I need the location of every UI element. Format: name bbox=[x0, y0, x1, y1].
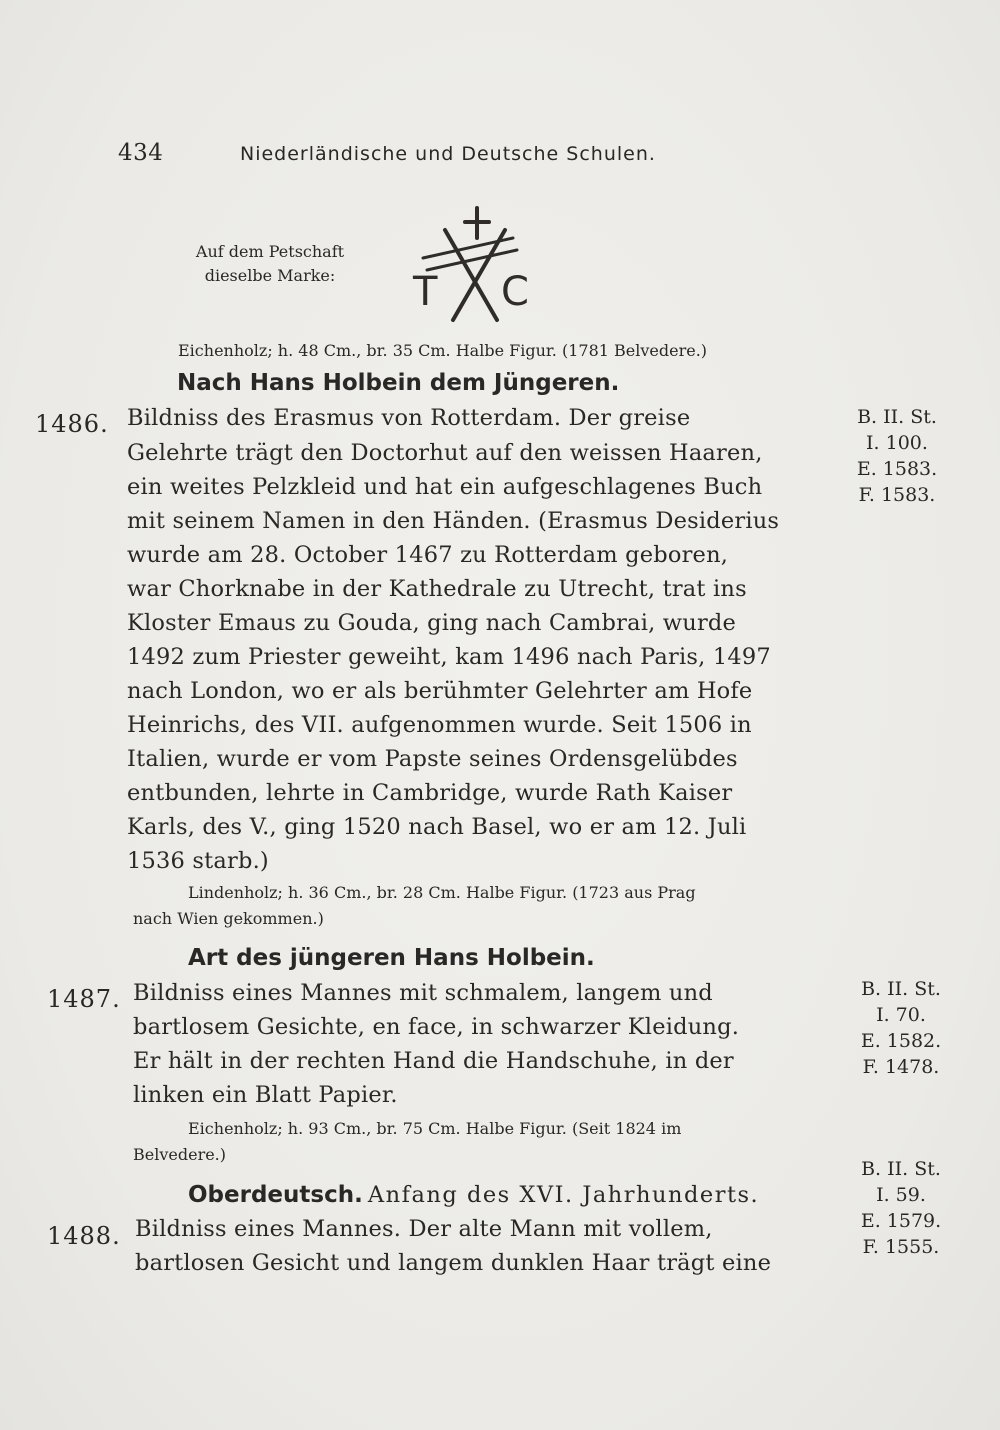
entry-1486-line-10: Heinrichs, des VII. aufgenommen wurde. Seit 1506 in bbox=[127, 712, 752, 738]
ref-f: F. 1478. bbox=[862, 1056, 940, 1078]
ref-e: E. 1582. bbox=[860, 1030, 942, 1052]
section-heading-3-main: Oberdeutsch. bbox=[188, 1182, 363, 1208]
running-head-title: Niederländische und Deutsche Schulen. bbox=[240, 143, 656, 165]
entry-1487-line-4: linken ein Blatt Papier. bbox=[133, 1082, 398, 1108]
catalogue-refs-1486 bbox=[842, 404, 952, 508]
material-note-1486-line-1: Lindenholz; h. 36 Cm., br. 28 Cm. Halbe Figur. (1723 aus Prag bbox=[188, 883, 696, 902]
entry-number-1487: 1487. bbox=[47, 985, 121, 1013]
material-note-1486-line-2: nach Wien gekommen.) bbox=[133, 909, 324, 928]
entry-1486-line-4: mit seinem Namen in den Händen. (Erasmus Desiderius bbox=[127, 508, 780, 534]
entry-1486-line-7: Kloster Emaus zu Gouda, ging nach Cambrai, wurde bbox=[127, 610, 737, 636]
ref-b: B. II. St. bbox=[857, 406, 937, 428]
page-number: 434 bbox=[118, 140, 164, 166]
mark-letter-t: T bbox=[413, 269, 438, 315]
material-note-1487-line-1: Eichenholz; h. 93 Cm., br. 75 Cm. Halbe Figur. (Seit 1824 im bbox=[188, 1119, 682, 1138]
entry-1486-line-14: 1536 starb.) bbox=[127, 848, 269, 874]
section-heading-2: Art des jüngeren Hans Holbein. bbox=[188, 945, 595, 971]
ref-e: E. 1583. bbox=[856, 458, 938, 480]
monogram-mark bbox=[405, 200, 545, 330]
entry-number-1486: 1486. bbox=[35, 410, 109, 438]
mark-letter-c: C bbox=[501, 269, 529, 315]
entry-1486-line-13: Karls, des V., ging 1520 nach Basel, wo er am 12. Juli bbox=[127, 814, 747, 840]
ref-i: I. 100. bbox=[866, 432, 928, 454]
entry-1486-line-5: wurde am 28. October 1467 zu Rotterdam geboren, bbox=[127, 542, 729, 568]
entry-1486-line-2: Gelehrte trägt den Doctorhut auf den weissen Haaren, bbox=[127, 440, 763, 466]
entry-1486-line-6: war Chorknabe in der Kathedrale zu Utrecht, trat ins bbox=[127, 576, 747, 602]
entry-1486-line-3: ein weites Pelzkleid und hat ein aufgeschlagenes Buch bbox=[127, 474, 763, 500]
entry-1486-line-8: 1492 zum Priester geweiht, kam 1496 nach Paris, 1497 bbox=[127, 644, 771, 670]
ref-i: I. 59. bbox=[876, 1184, 926, 1206]
entry-1486-line-1: Bildniss des Erasmus von Rotterdam. Der greise bbox=[127, 405, 691, 431]
mark-caption-line-1: Auf dem Petschaft bbox=[195, 242, 345, 261]
section-heading-1: Nach Hans Holbein dem Jüngeren. bbox=[177, 370, 620, 396]
mark-caption-line-2: dieselbe Marke: bbox=[204, 266, 336, 285]
ref-b: B. II. St. bbox=[861, 978, 941, 1000]
entry-1486-line-9: nach London, wo er als berühmter Gelehrter am Hofe bbox=[127, 678, 753, 704]
entry-1488-line-1: Bildniss eines Mannes. Der alte Mann mit vollem, bbox=[135, 1216, 713, 1242]
ref-f: F. 1555. bbox=[862, 1236, 940, 1258]
catalogue-refs-1488 bbox=[846, 1156, 956, 1260]
running-head bbox=[118, 140, 656, 166]
entry-1487-line-2: bartlosem Gesichte, en face, in schwarzer Kleidung. bbox=[133, 1014, 740, 1040]
material-note-prev: Eichenholz; h. 48 Cm., br. 35 Cm. Halbe Figur. (1781 Belvedere.) bbox=[178, 341, 708, 360]
ref-i: I. 70. bbox=[876, 1004, 926, 1026]
entry-1487-line-1: Bildniss eines Mannes mit schmalem, langem und bbox=[133, 980, 713, 1006]
entry-1487-line-3: Er hält in der rechten Hand die Handschuhe, in der bbox=[133, 1048, 734, 1074]
entry-1488-line-2: bartlosen Gesicht und langem dunklen Haar trägt eine bbox=[135, 1250, 772, 1276]
ref-e: E. 1579. bbox=[860, 1210, 942, 1232]
saltire-stroke-2 bbox=[453, 230, 505, 320]
entry-1486-line-12: entbunden, lehrte in Cambridge, wurde Rath Kaiser bbox=[127, 780, 733, 806]
ref-b: B. II. St. bbox=[861, 1158, 941, 1180]
catalogue-refs-1487 bbox=[846, 976, 956, 1080]
entry-1486-line-11: Italien, wurde er vom Papste seines Ordensgelübdes bbox=[127, 746, 738, 772]
mark-caption bbox=[180, 240, 360, 288]
section-heading-3-subtitle: Anfang des XVI. Jahrhunderts. bbox=[367, 1182, 760, 1208]
section-heading-3 bbox=[188, 1182, 759, 1208]
material-note-1487-line-2: Belvedere.) bbox=[133, 1145, 227, 1164]
entry-number-1488: 1488. bbox=[47, 1222, 121, 1250]
ref-f: F. 1583. bbox=[858, 484, 936, 506]
